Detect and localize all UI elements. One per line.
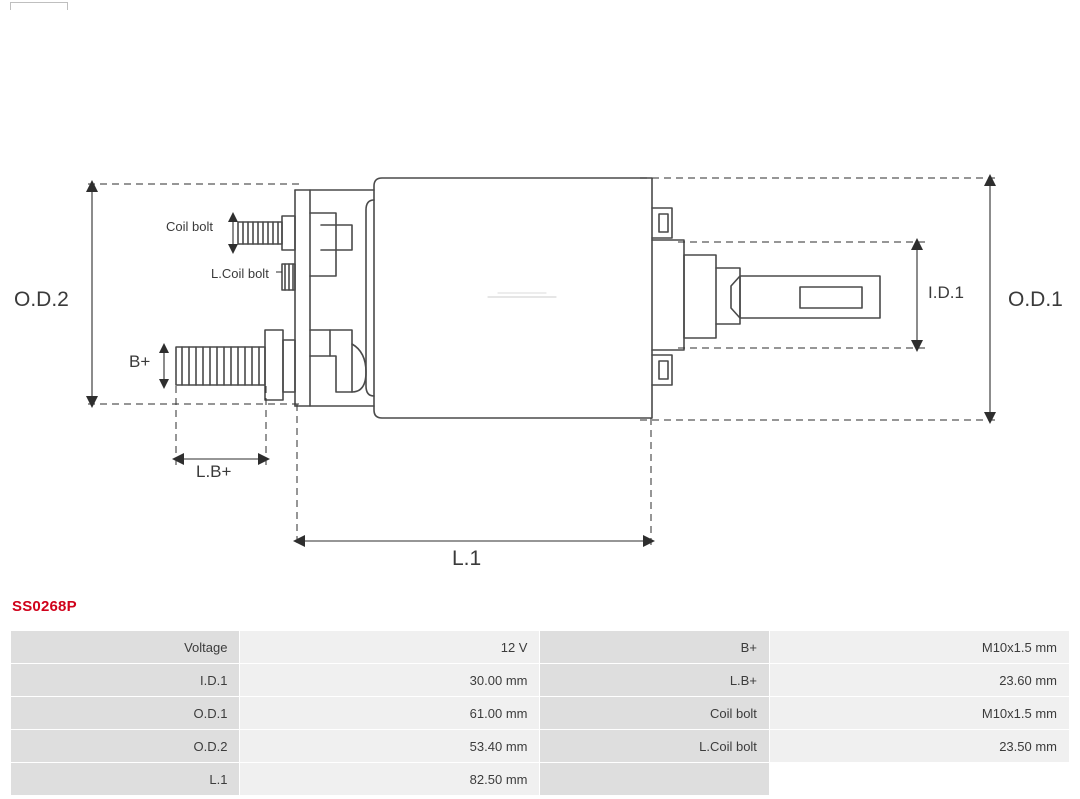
label-lbplus: L.B+ <box>196 462 232 481</box>
spec-key-coil-bolt: Coil bolt <box>540 697 769 730</box>
table-row <box>11 664 1070 697</box>
table-row <box>11 763 1070 796</box>
spec-value-od2: 53.40 mm <box>240 730 540 763</box>
spec-value-l1: 82.50 mm <box>240 763 540 796</box>
spec-key-l1: L.1 <box>11 763 240 796</box>
part-number: SS0268P <box>12 598 77 615</box>
spec-value-bplus: M10x1.5 mm <box>769 631 1069 664</box>
label-l1: L.1 <box>452 547 482 570</box>
label-od2: O.D.2 <box>14 288 69 311</box>
label-od1: O.D.1 <box>1008 288 1063 311</box>
spec-value-od1: 61.00 mm <box>240 697 540 730</box>
table-row <box>11 697 1070 730</box>
spec-key-od1: O.D.1 <box>11 697 240 730</box>
spec-value-id1: 30.00 mm <box>240 664 540 697</box>
spec-key-bplus: B+ <box>540 631 769 664</box>
label-coil-bolt: Coil bolt <box>166 219 213 234</box>
spec-key-od2: O.D.2 <box>11 730 240 763</box>
spec-value-voltage: 12 V <box>240 631 540 664</box>
table-row <box>11 631 1070 664</box>
spec-value-empty <box>769 763 1069 796</box>
spec-value-lbplus: 23.60 mm <box>769 664 1069 697</box>
spec-key-empty <box>540 763 769 796</box>
spec-value-l-coil-bolt: 23.50 mm <box>769 730 1069 763</box>
label-l-coil-bolt: L.Coil bolt <box>211 266 269 281</box>
label-bplus: B+ <box>129 352 151 371</box>
specifications-table <box>10 630 1070 796</box>
spec-value-coil-bolt: M10x1.5 mm <box>769 697 1069 730</box>
label-id1: I.D.1 <box>928 283 964 302</box>
table-row <box>11 730 1070 763</box>
spec-key-l-coil-bolt: L.Coil bolt <box>540 730 769 763</box>
spec-key-voltage: Voltage <box>11 631 240 664</box>
spec-key-id1: I.D.1 <box>11 664 240 697</box>
spec-key-lbplus: L.B+ <box>540 664 769 697</box>
